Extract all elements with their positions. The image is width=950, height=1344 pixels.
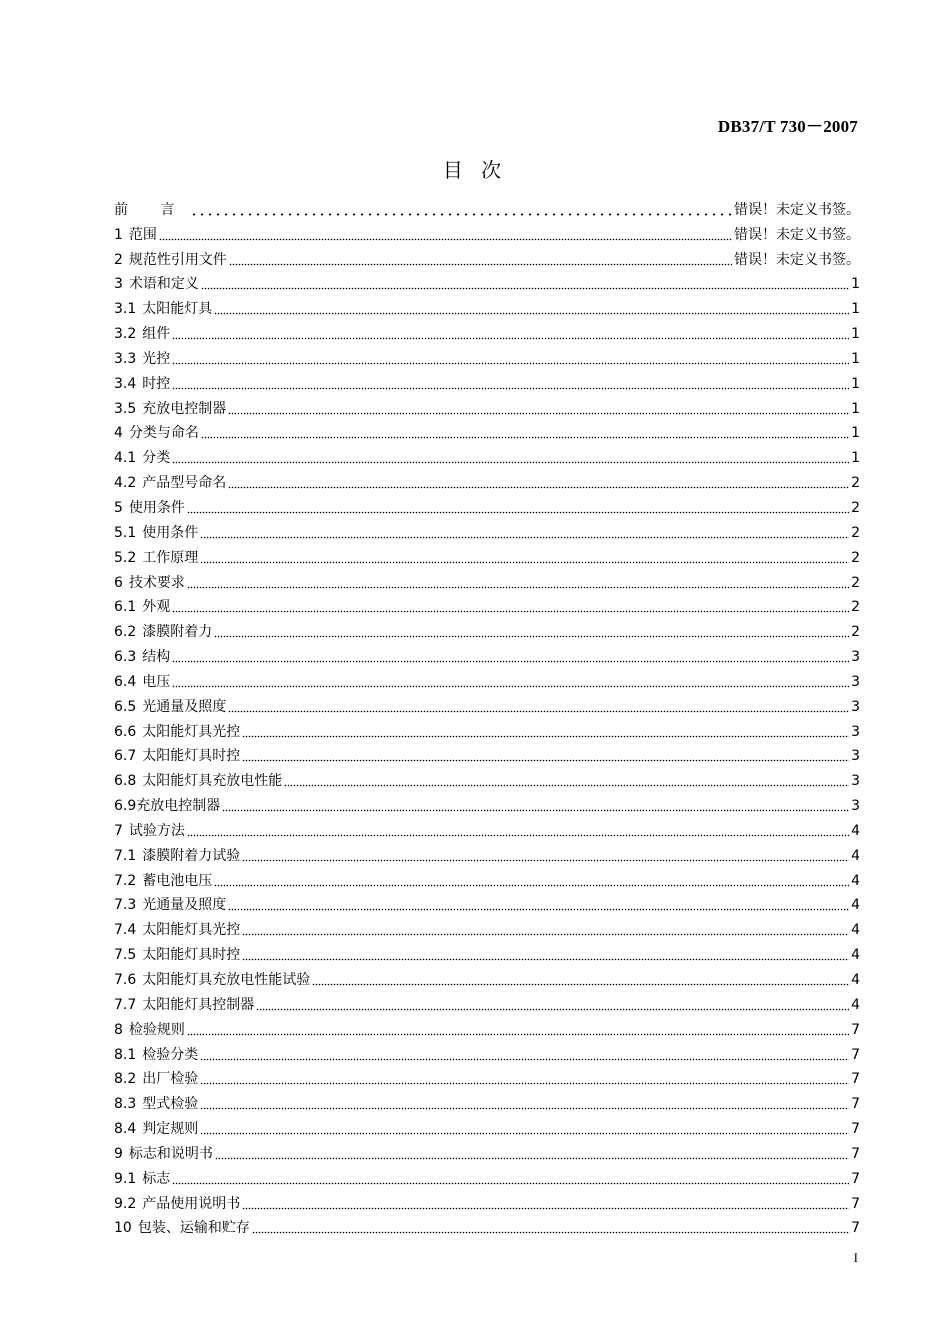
toc-title: 目 次 [442,158,508,182]
toc-entry-number: 1 [114,226,123,243]
toc-entry-page: 2 [851,499,860,516]
toc-entry-page: 4 [851,996,860,1013]
toc-entry[interactable] [114,343,860,368]
toc-entry[interactable] [114,293,860,318]
toc-entry-text: 组件 [142,326,171,343]
toc-entry-label [114,1195,240,1213]
toc-entry-number: 6.2 [114,624,137,641]
toc-entry[interactable] [114,1138,860,1163]
toc-entry-label [114,996,254,1014]
toc-entry[interactable] [114,1188,860,1213]
toc-entry-text: 6.9充放电控制器 [114,798,221,815]
toc-entry-number: 8.4 [114,1121,137,1138]
toc-entry-number: 4.1 [114,450,137,467]
toc-entry[interactable] [114,1064,860,1089]
toc-entry[interactable] [114,467,860,492]
toc-entry[interactable] [114,964,860,989]
toc-entry-label [114,1145,213,1163]
toc-leader-dots [242,752,849,762]
toc-entry[interactable] [114,1113,860,1138]
toc-leader-dots [187,827,849,837]
toc-entry[interactable] [114,567,860,592]
toc-entry-page: 3 [851,649,860,666]
toc-entry-text: 太阳能灯具充放电性能试验 [142,972,311,988]
toc-entry-number: 5 [114,499,123,516]
toc-entry-page: 1 [851,301,860,318]
toc-entry-label [114,946,240,964]
toc-entry-page: 1 [851,375,860,392]
toc-entry[interactable] [114,890,860,915]
toc-entry-label [114,772,282,790]
toc-entry-text: 分类与命名 [128,425,199,442]
toc-entry-number: 6.3 [114,649,137,666]
toc-entry-number: 7.6 [114,972,137,988]
toc-entry-page: 4 [851,897,860,914]
toc-entry[interactable] [114,865,860,890]
toc-entry-label [114,300,212,318]
toc-leader-dots [172,355,849,365]
document-code: DB37/T 730－2007 [717,117,858,136]
toc-leader-dots [228,479,849,489]
toc-entry-page: 3 [851,773,860,790]
toc-entry-page: 7 [851,1071,860,1088]
toc-leader-dots [172,653,849,663]
toc-entry-text: 光通量及照度 [142,698,227,715]
toc-leader-dots [215,1150,849,1160]
toc-entry-label [114,400,226,418]
toc-entry-label [114,598,170,616]
toc-entry-number: 8.3 [114,1096,137,1113]
toc-leader-dots [187,579,849,589]
toc-entry-page: 1 [851,350,860,367]
toc-entry-text: 标志 [142,1170,171,1187]
toc-entry-text: 判定规则 [142,1121,199,1138]
toc-entry-page: 4 [851,822,860,839]
toc-entry-page: 7 [851,1096,860,1113]
toc-entry-label [114,1219,250,1237]
toc-entry-label [114,872,212,890]
toc-leader-dots [284,777,849,787]
toc-entry-number: 3 [114,276,123,293]
toc-entry-page: 1 [851,425,860,442]
toc-entry-number: 6.5 [114,698,137,715]
toc-entry-page: 7 [851,1195,860,1212]
toc-entry-text: 产品使用说明书 [142,1195,241,1212]
toc-entry-number: 8.2 [114,1071,137,1088]
toc-entry-page: 2 [851,549,860,566]
toc-leader-dots [172,678,849,688]
toc-leader-dots [228,901,849,911]
toc-entry[interactable] [114,914,860,939]
toc-entry-number: 6.8 [114,773,137,790]
toc-entry-page: 3 [851,673,860,690]
toc-entry[interactable] [114,741,860,766]
toc-entry-text: 前 言 [114,201,189,218]
toc-leader-dots [312,976,849,986]
toc-entry-label [114,673,170,691]
toc-entry-text: 充放电控制器 [142,400,227,417]
toc-leader-dots [228,703,849,713]
toc-entry-number: 7.7 [114,996,137,1013]
toc-entry[interactable] [114,418,860,443]
toc-entry-number: 6.1 [114,599,137,616]
table-of-contents [114,194,860,1237]
toc-entry-number: 9.2 [114,1195,137,1212]
toc-entry-label [114,747,240,765]
toc-entry-number: 9.1 [114,1170,137,1187]
toc-entry-text: 包装、运输和贮存 [137,1220,250,1237]
toc-entry-number: 7.1 [114,847,137,864]
toc-entry-label [114,1021,185,1039]
toc-entry-page: 3 [851,798,860,815]
toc-entry-text: 标志和说明书 [128,1145,213,1162]
toc-entry-text: 光通量及照度 [142,897,227,914]
toc-leader-dots [172,603,849,613]
toc-entry-number: 4.2 [114,475,137,492]
toc-entry-text: 术语和定义 [128,276,199,293]
toc-entry[interactable] [114,542,860,567]
toc-entry[interactable] [114,815,860,840]
toc-entry-number: 7.2 [114,872,137,889]
toc-entry-page: 7 [851,1170,860,1187]
toc-entry-number: 3.3 [114,350,137,367]
toc-entry-number: 6.6 [114,723,137,740]
toc-entry-page: 7 [851,1121,860,1138]
toc-entry[interactable] [114,1014,860,1039]
toc-entry-number: 6 [114,574,123,591]
toc-entry-number: 3.1 [114,301,137,318]
toc-entry-number: 8 [114,1021,123,1038]
toc-entry-number: 6.7 [114,748,137,765]
toc-leader-dots [252,1224,849,1234]
toc-entry-text: 产品型号命名 [142,475,227,492]
toc-entry-number: 10 [114,1220,132,1237]
toc-leader-dots [214,628,849,638]
toc-entry-text: 检验分类 [142,1046,199,1063]
toc-leader-dots [172,1175,849,1185]
toc-entry-page: 7 [851,1220,860,1237]
toc-leader-dots [214,305,849,315]
toc-entry[interactable] [114,1163,860,1188]
toc-entry-number: 7 [114,822,123,839]
toc-entry-label [114,275,199,293]
toc-entry-label [114,325,170,343]
toc-entry-text: 型式检验 [142,1096,199,1113]
toc-leader-dots [172,380,849,390]
toc-entry[interactable] [114,368,860,393]
toc-entry[interactable] [114,641,860,666]
toc-entry-label [114,648,170,666]
toc-entry-text: 范围 [128,226,157,243]
toc-entry-page: 4 [851,972,860,988]
toc-entry-page: 3 [851,698,860,715]
toc-leader-dots [172,454,849,464]
toc-entry-label [114,474,226,492]
toc-entry-page: 2 [851,574,860,591]
toc-entry-text: 时控 [142,375,171,392]
toc-leader-dots [200,554,849,564]
toc-entry-page: 1 [851,450,860,467]
toc-entry[interactable] [114,318,860,343]
toc-entry-page: 2 [851,475,860,492]
toc-entry-label [114,847,240,865]
toc-leader-dots [229,256,732,266]
toc-entry-page: 7 [851,1145,860,1162]
toc-entry-number: 8.1 [114,1046,137,1063]
toc-entry-page: 错误！未定义书签。 [734,226,860,243]
toc-entry-text: 漆膜附着力 [142,624,213,641]
toc-entry-text: 使用条件 [142,524,199,541]
toc-entry-page: 7 [851,1046,860,1063]
toc-entry-number: 3.5 [114,400,137,417]
toc-leader-dots [242,951,849,961]
toc-entry-text: 太阳能灯具控制器 [142,996,255,1013]
toc-entry-text: 太阳能灯具光控 [142,922,241,939]
toc-entry-label [114,449,170,467]
toc-entry-label [114,574,185,592]
toc-entry-page: 4 [851,947,860,964]
toc-entry-label [114,1095,198,1113]
toc-entry-page: 4 [851,922,860,939]
toc-entry[interactable] [114,691,860,716]
toc-entry-label [114,201,188,219]
toc-leader-dots [242,1200,849,1210]
toc-entry-label [114,226,157,244]
toc-entry-label [114,698,226,716]
toc-entry-text: 太阳能灯具充放电性能 [142,773,283,790]
toc-entry-page: 7 [851,1021,860,1038]
toc-entry[interactable] [114,194,860,219]
toc-entry-text: 工作原理 [142,549,199,566]
toc-entry-label [114,723,240,741]
toc-entry-text: 太阳能灯具时控 [142,748,241,765]
toc-entry[interactable] [114,1039,860,1064]
toc-entry[interactable] [114,244,860,269]
toc-entry-label [114,251,227,269]
toc-entry-number: 3.2 [114,326,137,343]
toc-entry-text: 出厂检验 [142,1071,199,1088]
toc-entry-number: 2 [114,251,123,268]
toc-entry-page: 错误！未定义书签。 [734,201,860,218]
toc-entry[interactable] [114,716,860,741]
toc-entry-text: 漆膜附着力试验 [142,847,241,864]
toc-entry-page: 1 [851,326,860,343]
toc-leader-dots [201,280,849,290]
toc-entry-label [114,921,240,939]
toc-entry[interactable] [114,765,860,790]
toc-leader-dots [222,802,849,812]
toc-entry-label [114,822,185,840]
toc-leader-dots [242,852,849,862]
toc-entry-page: 4 [851,872,860,889]
toc-entry-text: 蓄电池电压 [142,872,213,889]
toc-entry[interactable] [114,666,860,691]
toc-entry-label [114,1046,198,1064]
toc-entry-page: 2 [851,599,860,616]
toc-entry[interactable] [114,592,860,617]
toc-leader-dots [187,504,849,514]
toc-entry[interactable] [114,492,860,517]
toc-entry-text: 试验方法 [128,822,185,839]
toc-leader-dots [200,1075,849,1085]
toc-leader-dots [187,1026,849,1036]
toc-entry-label [114,971,310,989]
toc-entry-number: 4 [114,425,123,442]
toc-entry-label [114,524,198,542]
toc-entry-label [114,1120,198,1138]
toc-entry-text: 光控 [142,350,171,367]
toc-leader-dots [228,405,849,415]
toc-entry[interactable] [114,517,860,542]
toc-entry-page: 1 [851,276,860,293]
toc-entry-page: 错误！未定义书签。 [734,251,860,268]
page-number: I [853,1250,858,1265]
toc-leader-dots [200,1051,849,1061]
toc-entry-text: 外观 [142,599,171,616]
toc-entry[interactable] [114,269,860,294]
toc-entry[interactable] [114,939,860,964]
toc-leader-dots [214,877,849,887]
toc-entry[interactable] [114,1213,860,1238]
toc-leader-dots [172,330,849,340]
toc-leader-dots [200,529,849,539]
toc-entry-text: 结构 [142,649,171,666]
toc-entry[interactable] [114,219,860,244]
toc-entry-number: 7.4 [114,922,137,939]
toc-entry[interactable] [114,989,860,1014]
toc-entry[interactable] [114,790,860,815]
toc-entry-text: 太阳能灯具时控 [142,947,241,964]
toc-entry-label [114,375,170,393]
toc-entry[interactable] [114,393,860,418]
toc-entry-page: 2 [851,624,860,641]
toc-entry-page: 4 [851,847,860,864]
toc-leader-dots [242,728,849,738]
toc-entry-number: 5.1 [114,524,137,541]
toc-entry-label [114,623,212,641]
toc-entry-label [114,549,198,567]
toc-entry-number: 5.2 [114,549,137,566]
toc-entry-text: 规范性引用文件 [128,251,227,268]
toc-entry-number: 9 [114,1145,123,1162]
toc-entry-text: 太阳能灯具 [142,301,213,318]
toc-leader-dots [200,1100,849,1110]
toc-entry-page: 3 [851,723,860,740]
toc-entry-number: 7.5 [114,947,137,964]
toc-entry-label [114,896,226,914]
toc-entry-label [114,1170,170,1188]
toc-entry-number: 7.3 [114,897,137,914]
toc-entry-text: 技术要求 [128,574,185,591]
toc-entry-text: 电压 [142,673,171,690]
toc-leader-dots [190,206,732,216]
toc-entry-label [114,1070,198,1088]
toc-entry-label [114,499,185,517]
toc-entry-text: 检验规则 [128,1021,185,1038]
toc-entry-page: 2 [851,524,860,541]
toc-entry-page: 3 [851,748,860,765]
toc-entry-number: 3.4 [114,375,137,392]
toc-leader-dots [256,1001,849,1011]
toc-entry-page: 1 [851,400,860,417]
toc-entry-text: 使用条件 [128,499,185,516]
toc-leader-dots [200,1125,849,1135]
toc-leader-dots [159,231,732,241]
toc-leader-dots [242,926,849,936]
toc-entry-label [114,424,199,442]
toc-entry-number: 6.4 [114,673,137,690]
toc-entry[interactable] [114,840,860,865]
toc-entry[interactable] [114,442,860,467]
toc-entry-text: 太阳能灯具光控 [142,723,241,740]
toc-entry[interactable] [114,616,860,641]
toc-entry[interactable] [114,1088,860,1113]
toc-entry-label [114,350,170,368]
toc-entry-label [114,797,220,815]
toc-entry-text: 分类 [142,450,171,467]
toc-leader-dots [201,429,849,439]
